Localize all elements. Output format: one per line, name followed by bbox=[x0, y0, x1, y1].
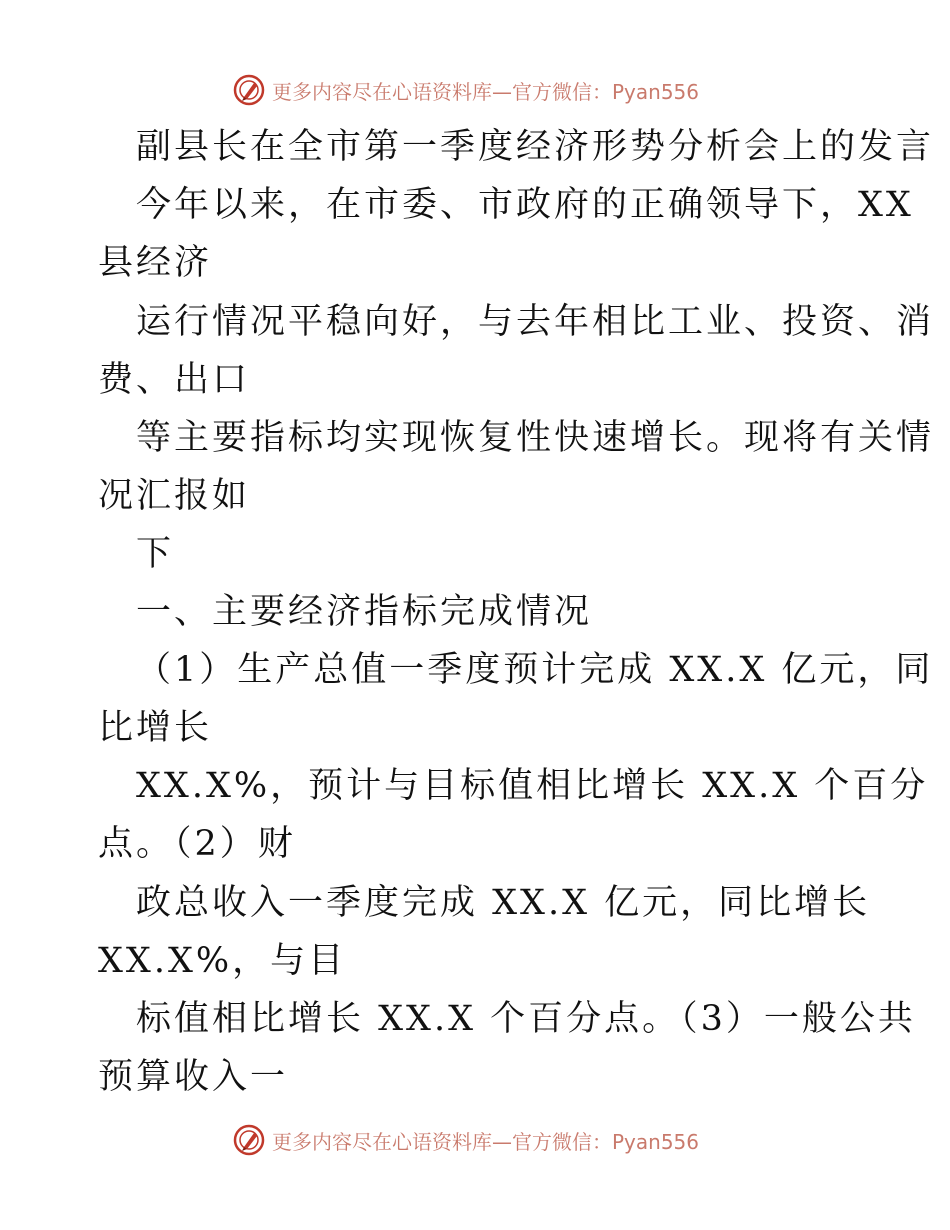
text-line: 下 bbox=[136, 534, 175, 574]
text-line: 点。（2）财 bbox=[98, 824, 296, 864]
text-line: 政总收入一季度完成 XX.X 亿元，同比增长 bbox=[136, 883, 871, 923]
document-title: 副县长在全市第一季度经济形势分析会上的发言 bbox=[136, 127, 935, 167]
wechat-id: Pyan556 bbox=[612, 1129, 700, 1154]
text-line: 比增长 bbox=[98, 708, 213, 748]
text-line: 费、出口 bbox=[98, 360, 251, 400]
text-line: 况汇报如 bbox=[98, 476, 251, 516]
text-line: 县经济 bbox=[98, 243, 213, 283]
header-watermark bbox=[232, 72, 699, 108]
text-line: 今年以来，在市委、市政府的正确领导下，XX bbox=[136, 185, 914, 225]
text-line: XX.X%，预计与目标值相比增长 XX.X 个百分 bbox=[136, 766, 929, 806]
text-line: 运行情况平稳向好，与去年相比工业、投资、消 bbox=[136, 302, 935, 342]
watermark-text: 更多内容尽在心语资料库—官方微信：Pyan556 bbox=[272, 1129, 700, 1154]
text-line: 标值相比增长 XX.X 个百分点。（3）一般公共 bbox=[136, 999, 916, 1039]
text-line: 等主要指标均实现恢复性快速增长。现将有关情 bbox=[136, 418, 935, 458]
text-line: （1）生产总值一季度预计完成 XX.X 亿元，同 bbox=[136, 650, 934, 690]
text-line: XX.X%，与目 bbox=[98, 941, 347, 981]
text-line: 预算收入一 bbox=[98, 1057, 289, 1097]
wechat-id: Pyan556 bbox=[612, 79, 700, 104]
watermark-text: 更多内容尽在心语资料库—官方微信：Pyan556 bbox=[272, 79, 700, 104]
pen-logo-icon bbox=[232, 1123, 266, 1157]
pen-logo-icon bbox=[232, 73, 266, 107]
footer-watermark bbox=[232, 1122, 699, 1158]
section-heading: 一、主要经济指标完成情况 bbox=[136, 592, 593, 632]
